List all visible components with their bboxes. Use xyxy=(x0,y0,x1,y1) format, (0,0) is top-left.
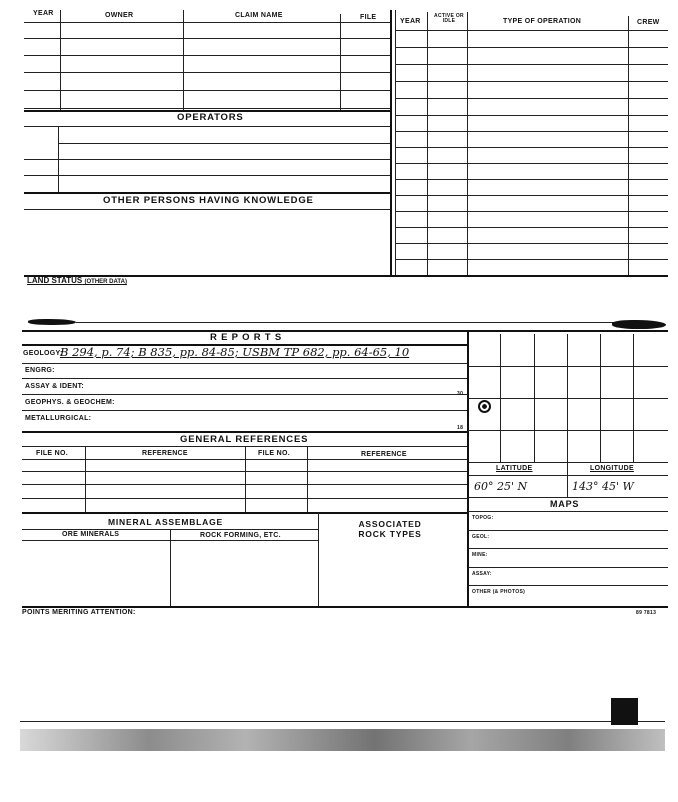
form-number: 89 7813 xyxy=(636,610,657,616)
ref-header-reference-2: REFERENCE xyxy=(361,451,407,458)
registration-block xyxy=(611,698,638,725)
latitude-value: 60° 25' N xyxy=(474,480,528,493)
points-meriting-attention-label: POINTS MERITING ATTENTION: xyxy=(22,609,136,616)
associated-rock-types-line2: ROCK TYPES xyxy=(358,529,422,539)
maps-mine: MINE: xyxy=(472,552,488,558)
maps-assay: ASSAY: xyxy=(472,571,492,577)
side-number-30: 30 xyxy=(457,391,464,397)
reports-title: R E P O R T S xyxy=(210,332,282,343)
geophys-label: GEOPHYS. & GEOCHEM: xyxy=(25,399,115,406)
land-status-label: LAND STATUS (OTHER DATA) xyxy=(27,276,127,285)
maps-other-photos: OTHER (& PHOTOS) xyxy=(472,589,526,595)
ops-header-year: YEAR xyxy=(400,18,421,25)
maps-title: MAPS xyxy=(550,499,580,509)
ref-header-reference-1: REFERENCE xyxy=(142,450,188,457)
header-owner: OWNER xyxy=(105,12,134,19)
metallurgical-label: METALLURGICAL: xyxy=(25,415,92,422)
longitude-value: 143° 45' W xyxy=(572,480,634,493)
general-references-title: GENERAL REFERENCES xyxy=(180,434,309,445)
rock-forming-header: ROCK FORMING, ETC. xyxy=(200,532,281,539)
latitude-label: LATITUDE xyxy=(496,465,533,472)
maps-geol: GEOL: xyxy=(472,534,490,540)
engrg-label: ENGRG: xyxy=(25,367,55,374)
side-number-18: 18 xyxy=(457,425,464,431)
other-persons-title: OTHER PERSONS HAVING KNOWLEDGE xyxy=(103,195,314,206)
location-marker-icon xyxy=(478,400,491,413)
header-file: FILE xyxy=(360,14,377,21)
header-year: YEAR xyxy=(33,10,54,17)
maps-topog: TOPOG: xyxy=(472,515,494,521)
operators-title: OPERATORS xyxy=(177,112,244,123)
header-claim-name: CLAIM NAME xyxy=(235,12,283,19)
longitude-label: LONGITUDE xyxy=(590,465,634,472)
ops-header-type-of-operation: TYPE OF OPERATION xyxy=(503,18,582,25)
ops-header-active-or-idle: ACTIVE OR IDLE xyxy=(434,13,464,24)
ink-smudge-left xyxy=(28,319,76,325)
geology-label: GEOLOGY: xyxy=(23,350,63,357)
scan-noise-band xyxy=(20,729,665,751)
geology-value: B 294, p. 74; B 835, pp. 84-85; USBM TP 682, pp. 64-65, 10 xyxy=(60,345,410,359)
mineral-assemblage-title: MINERAL ASSEMBLAGE xyxy=(108,517,223,527)
ore-minerals-header: ORE MINERALS xyxy=(62,531,120,538)
ref-header-file-no-2: FILE NO. xyxy=(258,450,290,457)
assay-label: ASSAY & IDENT: xyxy=(25,383,85,390)
associated-rock-types-line1: ASSOCIATED xyxy=(358,519,422,529)
ref-header-file-no-1: FILE NO. xyxy=(36,450,68,457)
ink-smudge-right xyxy=(612,320,666,329)
ops-header-crew: CREW xyxy=(637,19,660,26)
